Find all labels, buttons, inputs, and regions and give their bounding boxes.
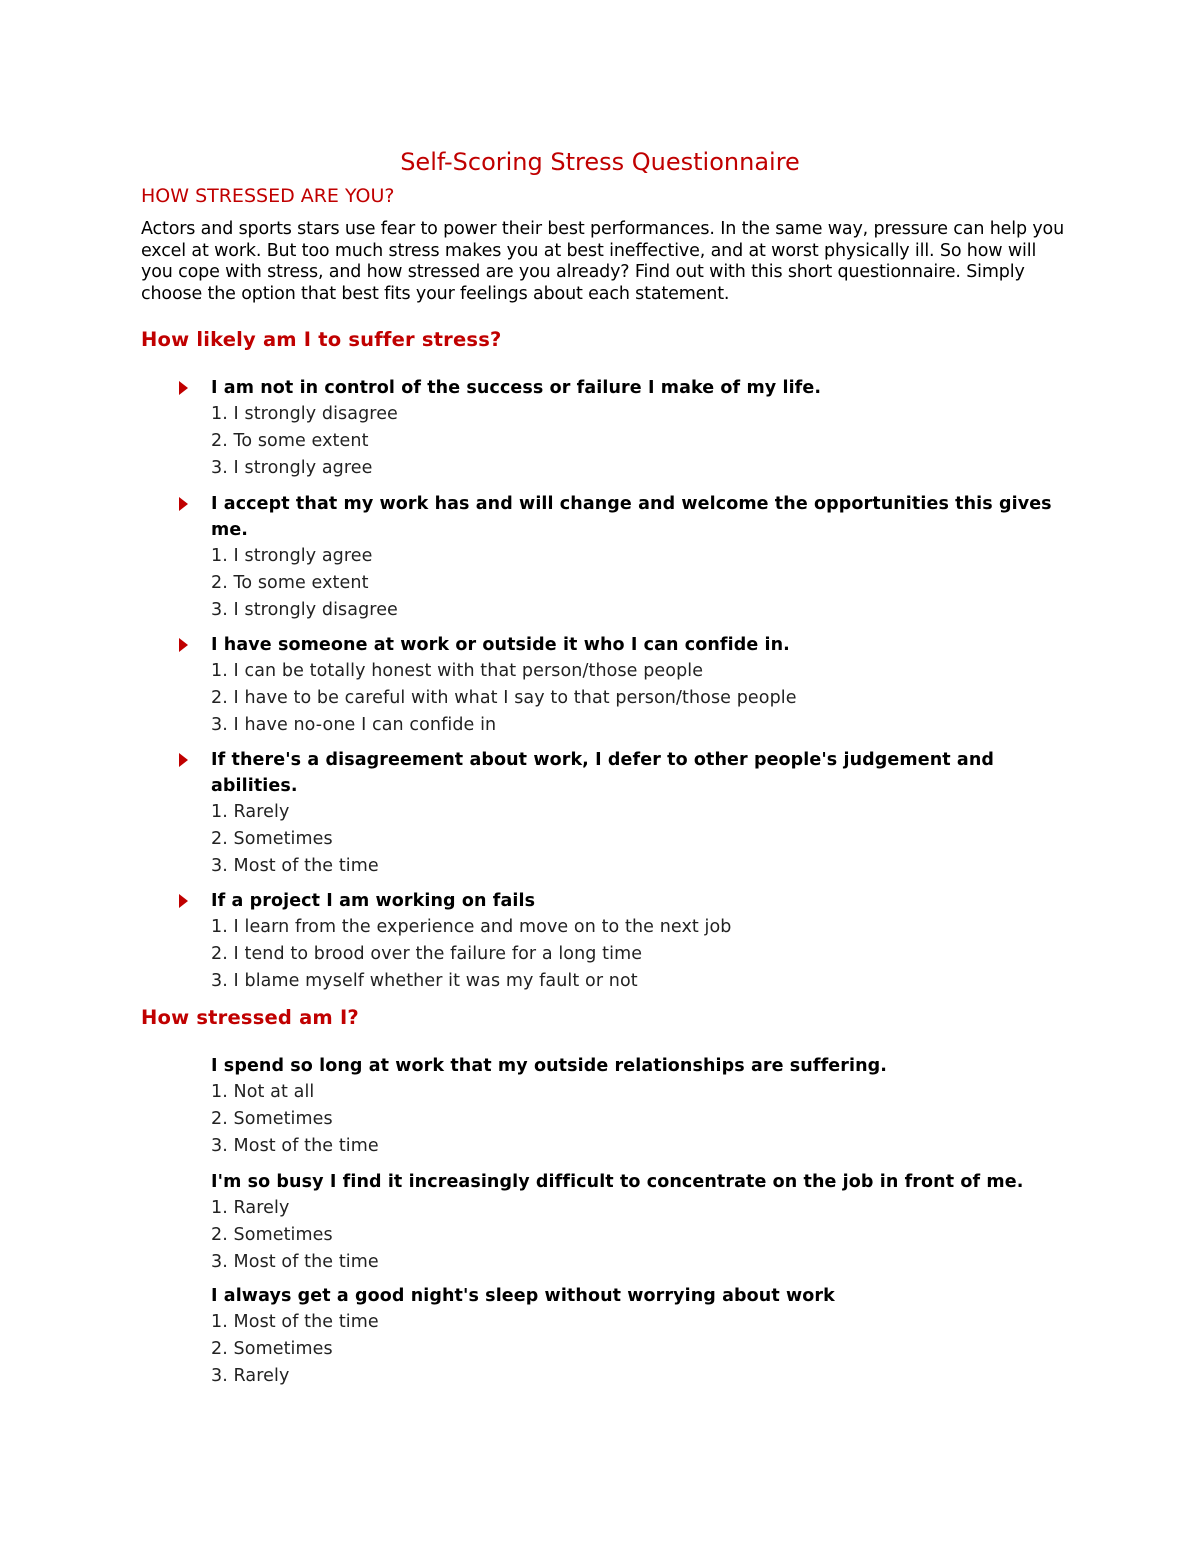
- answer-option: 1. I strongly agree: [211, 546, 373, 566]
- answer-option: 2. I tend to brood over the failure for a long time: [211, 943, 643, 964]
- answer-option: 3. I strongly disagree: [211, 599, 398, 620]
- red-arrow-bullet-icon: [179, 638, 188, 652]
- red-arrow-bullet-icon: [179, 497, 188, 511]
- answer-option: 1. Most of the time: [211, 1312, 379, 1332]
- subheading: HOW STRESSED ARE YOU?: [141, 185, 395, 207]
- answer-option: 3. I have no-one I can confide in: [211, 714, 497, 735]
- question-text: I have someone at work or outside it who I can confide in.: [211, 635, 790, 655]
- question-item: [211, 1169, 1061, 1275]
- answer-option: 1. I strongly disagree: [211, 404, 398, 424]
- answer-option: 3. Most of the time: [211, 1251, 379, 1272]
- question-item: [211, 1283, 1061, 1389]
- page-title: Self-Scoring Stress Questionnaire: [400, 148, 800, 176]
- red-arrow-bullet-icon: [179, 753, 188, 767]
- question-text: If a project I am working on fails: [211, 891, 536, 911]
- answer-option: 3. I strongly agree: [211, 457, 373, 478]
- section-heading-stress-level: How stressed am I?: [141, 1006, 359, 1029]
- answer-option: 2. To some extent: [211, 572, 369, 593]
- section-heading-likelihood: How likely am I to suffer stress?: [141, 328, 502, 351]
- question-item: [211, 1053, 1061, 1159]
- answer-option: 3. I blame myself whether it was my fault or not: [211, 970, 638, 991]
- question-text: I accept that my work has and will change and welcome the opportunities this gives me.: [211, 494, 1052, 540]
- answer-option: 2. Sometimes: [211, 1224, 333, 1245]
- question-item: [211, 375, 1061, 481]
- question-item: [211, 888, 1061, 994]
- question-text: I spend so long at work that my outside relationships are suffering.: [211, 1056, 888, 1076]
- answer-option: 2. Sometimes: [211, 828, 333, 849]
- question-item: [211, 491, 1061, 623]
- answer-option: 2. Sometimes: [211, 1338, 333, 1359]
- answer-option: 3. Most of the time: [211, 855, 379, 876]
- answer-option: 3. Most of the time: [211, 1135, 379, 1156]
- question-text: I always get a good night's sleep without worrying about work: [211, 1286, 835, 1306]
- intro-paragraph: Actors and sports stars use fear to power their best performances. In the same way, pressure can help you excel at work. But too much stress makes you at best ineffective, and at worst physically ill. So how will you cope with stress, and how stressed are you already? Find out with this short questionnaire. Simply choose the option that best fits your feelings about each statement.: [141, 219, 1065, 304]
- answer-option: 1. Rarely: [211, 802, 290, 822]
- question-item: [211, 632, 1061, 738]
- question-item: [211, 747, 1061, 879]
- answer-option: 2. Sometimes: [211, 1108, 333, 1129]
- answer-option: 3. Rarely: [211, 1365, 290, 1386]
- answer-option: 1. Rarely: [211, 1198, 290, 1218]
- question-text: If there's a disagreement about work, I defer to other people's judgement and abilities.: [211, 750, 995, 796]
- red-arrow-bullet-icon: [179, 381, 188, 395]
- red-arrow-bullet-icon: [179, 894, 188, 908]
- answer-option: 1. I learn from the experience and move on to the next job: [211, 917, 732, 937]
- answer-option: 2. To some extent: [211, 430, 369, 451]
- answer-option: 1. I can be totally honest with that person/those people: [211, 661, 704, 681]
- question-text: I'm so busy I find it increasingly difficult to concentrate on the job in front of me.: [211, 1172, 1024, 1192]
- answer-option: 1. Not at all: [211, 1082, 315, 1102]
- answer-option: 2. I have to be careful with what I say to that person/those people: [211, 687, 797, 708]
- question-text: I am not in control of the success or failure I make of my life.: [211, 378, 822, 398]
